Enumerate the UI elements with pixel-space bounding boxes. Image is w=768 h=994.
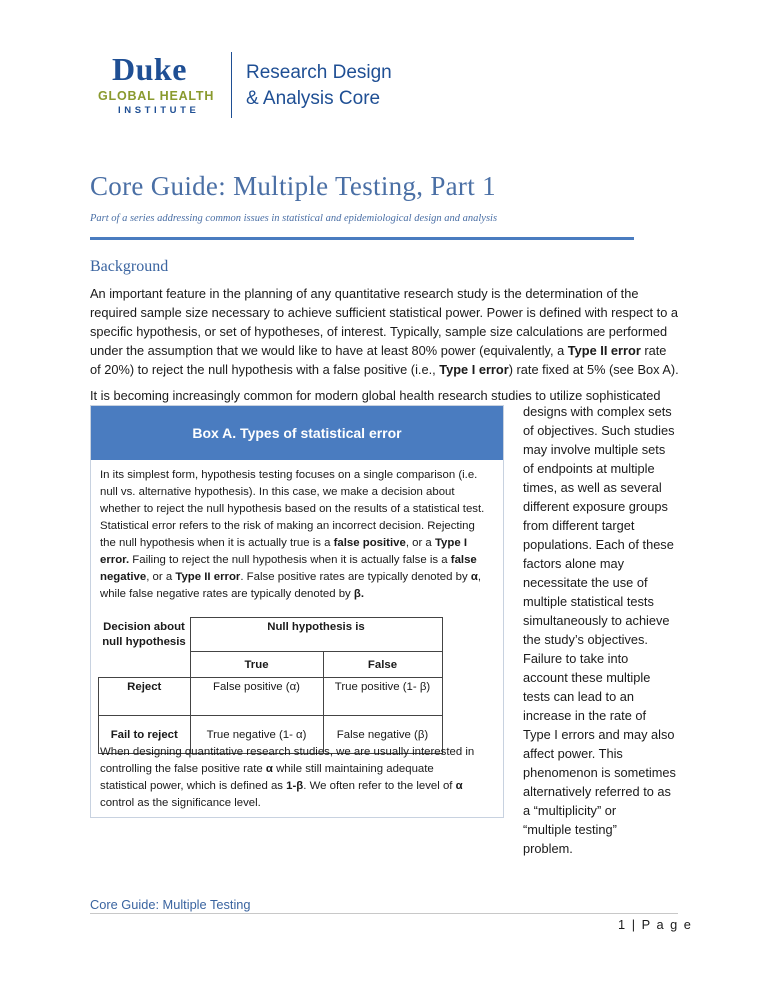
title-rule <box>90 237 634 240</box>
box-text: statistical power, which is defined as <box>100 780 287 792</box>
side-column-line: from different target <box>523 518 635 533</box>
box-text: . False positive rates are typically denoted by <box>240 571 471 583</box>
logo-divider <box>231 52 232 118</box>
p1-text: ) rate fixed at 5% (see Box A). <box>508 362 679 377</box>
side-column-line: of objectives. Such studies <box>523 423 675 438</box>
side-column-line: phenomenon is sometimes <box>523 765 676 780</box>
box-line: null vs. alternative hypothesis). In this case, we make a decision about <box>100 486 455 498</box>
table-cell: True negative (1- α) <box>190 716 323 754</box>
box-text: while false negative rates are typically denoted by <box>100 588 354 600</box>
box-text: Failing to reject the null hypothesis when it is actually false is a <box>129 554 451 566</box>
box-text: the null hypothesis when it is actually true is a <box>100 537 334 549</box>
page-separator: | <box>631 917 637 932</box>
box-line <box>100 569 481 586</box>
p1-line <box>90 360 679 379</box>
side-column-line: factors alone may <box>523 556 625 571</box>
table-col-false: False <box>323 652 442 678</box>
box-text: controlling the false positive rate <box>100 763 266 775</box>
p1-text: of 20%) to reject the null hypothesis with a false positive (i.e., <box>90 362 440 377</box>
table-col-true: True <box>190 652 323 678</box>
p1-line: An important feature in the planning of any quantitative research study is the determination of the <box>90 286 639 301</box>
alpha-symbol: α <box>470 571 478 583</box>
side-column-line: designs with complex sets <box>523 404 672 419</box>
side-column-line: account these multiple <box>523 670 651 685</box>
table-group-header: Null hypothesis is <box>190 618 442 652</box>
p1-text: rate <box>640 343 667 358</box>
logo-unit-line2: & Analysis Core <box>246 88 381 109</box>
side-column-line: necessitate the use of <box>523 575 648 590</box>
table-corner: Decision about null hypothesis <box>99 618 191 678</box>
box-line: control as the significance level. <box>100 797 261 809</box>
box-bold: negative <box>100 571 147 583</box>
section-heading: Background <box>90 258 169 275</box>
box-text: . We often refer to the level of <box>303 780 456 792</box>
box-line: In its simplest form, hypothesis testing focuses on a single comparison (i.e. <box>100 469 478 481</box>
side-column-line: a “multiplicity” or <box>523 803 617 818</box>
side-column-line: times, as well as several <box>523 480 662 495</box>
box-bold: error. <box>100 554 130 566</box>
side-column-line: simultaneously to achieve <box>523 613 670 628</box>
side-column-line: affect power. This <box>523 746 623 761</box>
box-line <box>100 761 434 778</box>
p1-bold-type-i: Type I error <box>439 362 509 377</box>
p1-bold-type-ii: Type II error <box>567 343 641 358</box>
side-column-line: different exposure groups <box>523 499 668 514</box>
power-symbol: 1-β <box>286 780 304 792</box>
side-column-line: tests can lead to an <box>523 689 634 704</box>
footer-title: Core Guide: Multiple Testing <box>90 897 251 912</box>
page-title: Core Guide: Multiple Testing, Part 1 <box>90 171 496 201</box>
box-bold: false positive <box>333 537 406 549</box>
beta-symbol: β. <box>353 588 365 600</box>
side-column-line: Failure to take into <box>523 651 629 666</box>
page-number-value: 1 <box>618 917 627 932</box>
table-cell: False negative (β) <box>323 716 442 754</box>
box-text: , or a <box>146 571 176 583</box>
box-text: , or a <box>405 537 435 549</box>
table-row-reject: Reject <box>99 678 191 716</box>
table-row-fail: Fail to reject <box>99 716 191 754</box>
side-column-line: populations. Each of these <box>523 537 674 552</box>
box-line: whether to reject the null hypothesis based on the results of a statistical test. <box>100 503 485 515</box>
side-column-line: the study’s objectives. <box>523 632 648 647</box>
box-text: while still maintaining adequate <box>272 763 434 775</box>
logo-global-health: GLOBAL HEALTH <box>98 89 215 103</box>
box-line <box>100 552 477 569</box>
side-column-line: of endpoints at multiple <box>523 461 655 476</box>
box-a-heading: Box A. Types of statistical error <box>91 406 503 460</box>
box-line <box>100 586 364 603</box>
p1-line: required sample size necessary to achieve sufficient statistical power. Power is defined with respect to a <box>90 305 679 320</box>
box-text: , <box>477 571 481 583</box>
side-column-line: Type I errors and may also <box>523 727 675 742</box>
p1-text: under the assumption that we would like to have at least 80% power (equivalently, a <box>90 343 568 358</box>
logo-unit-line1: Research Design <box>246 62 392 83</box>
p2-line: It is becoming increasingly common for modern global health research studies to utilize sophisticated <box>90 388 661 403</box>
alpha-symbol: α <box>265 763 273 775</box>
p1-line <box>90 341 666 360</box>
box-line <box>100 535 467 552</box>
side-column-line: alternatively referred to as <box>523 784 671 799</box>
table-cell: True positive (1- β) <box>323 678 442 716</box>
box-bold: Type II error <box>175 571 241 583</box>
page-number <box>618 917 692 933</box>
page-word: P a g e <box>641 917 693 932</box>
side-column-line: “multiple testing” <box>523 822 617 837</box>
box-line <box>100 778 463 795</box>
error-table <box>98 617 443 754</box>
footer-rule <box>90 913 678 914</box>
logo-duke: Duke <box>112 51 187 87</box>
box-bold: Type I <box>434 537 468 549</box>
side-column-line: problem. <box>523 841 573 856</box>
box-line: Statistical error refers to the risk of making an incorrect decision. Rejecting <box>100 520 475 532</box>
p1-line: specific hypothesis, or set of hypotheses, of interest. Typically, sample size calculations are performed <box>90 324 668 339</box>
logo-institute: INSTITUTE <box>118 105 200 116</box>
side-column-line: increase in the rate of <box>523 708 647 723</box>
box-line: When designing quantitative research studies, we are usually interested in <box>100 746 475 758</box>
page-subtitle: Part of a series addressing common issues in statistical and epidemiological design and analysis <box>90 213 498 224</box>
side-column-line: multiple statistical tests <box>523 594 654 609</box>
alpha-symbol: α <box>455 780 463 792</box>
side-column-line: may involve multiple sets <box>523 442 666 457</box>
box-bold: false <box>450 554 477 566</box>
table-cell: False positive (α) <box>190 678 323 716</box>
